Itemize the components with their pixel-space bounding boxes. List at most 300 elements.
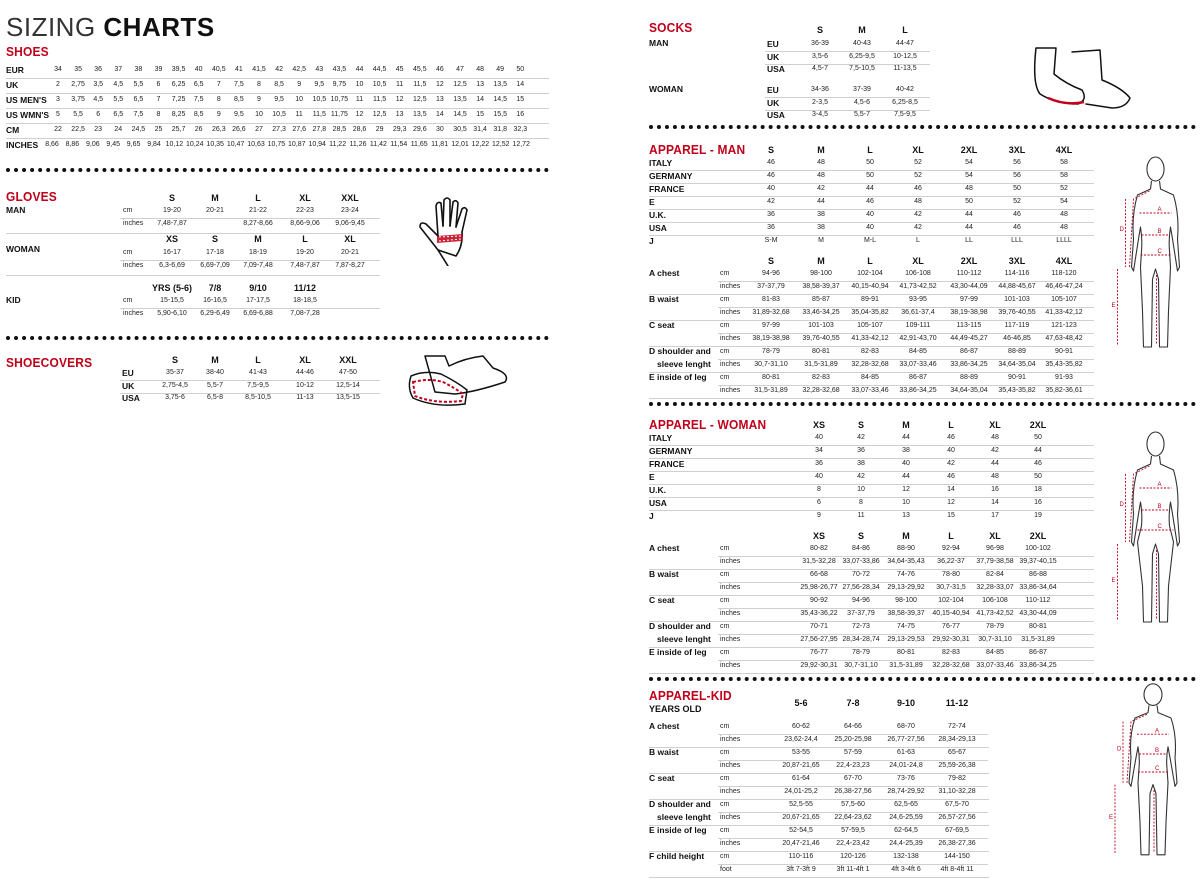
apparel-woman-cell: 15 (947, 512, 955, 519)
shoes-cell: 14,5 (453, 111, 467, 118)
gloves-size-header: XL (299, 193, 311, 203)
shoes-row-label: US MEN'S (6, 95, 47, 105)
shoes-row-label: CM (6, 125, 20, 135)
row-separator (649, 647, 1094, 648)
apparel-woman-measure-label: D shoulder and (649, 621, 711, 631)
socks-row-label: UK (767, 97, 780, 108)
apparel-woman-cell-cm: 74-76 (897, 571, 915, 578)
apparel-woman-unit-inches: inches (720, 610, 741, 617)
shoes-cell: 47 (456, 66, 464, 73)
apparel-woman-size-header: XL (989, 531, 1001, 541)
gloves-unit-inches: inches (123, 220, 144, 227)
apparel-man-cell: LLLL (1056, 237, 1072, 244)
shoes-cell: 41 (234, 66, 243, 73)
apparel-kid-cell-inches: 24,6-25,59 (889, 814, 923, 821)
apparel-woman-cell-inches: 30,7-31,10 (844, 662, 878, 669)
row-separator (718, 634, 1094, 635)
apparel-kid-cell-cm: 57-59 (844, 749, 862, 756)
apparel-man-country-label: FRANCE (649, 184, 685, 194)
shoecovers-cell: 7,5-9,5 (247, 381, 269, 389)
apparel-kid-cell-inches: 4ft 3-4ft 6 (891, 866, 921, 873)
gloves-unit-cm: cm (123, 249, 133, 256)
apparel-kid-cell-inches: 22,4-23,42 (836, 840, 870, 847)
apparel-man-cell: 42 (914, 211, 922, 218)
shoes-cell: 6,5 (133, 96, 144, 103)
apparel-man-size-header: 2XL (960, 145, 978, 155)
shoes-cell: 14,5 (493, 96, 507, 103)
apparel-man-cell-inches: 30,7-31,10 (754, 361, 788, 368)
apparel-man-cell: 40 (866, 224, 874, 231)
row-separator (6, 93, 549, 94)
shoes-cell: 10,5 (312, 96, 327, 103)
gloves-size-header: M (211, 193, 219, 203)
apparel-man-cell: LLL (1011, 237, 1023, 244)
shoes-cell: 9,65 (126, 141, 141, 148)
row-separator (718, 786, 988, 787)
shoes-cell: 14 (476, 96, 484, 103)
apparel-woman-unit-inches: inches (720, 558, 741, 565)
shoes-cell: 26,3 (211, 126, 226, 133)
apparel-man-cell: 54 (965, 172, 973, 179)
apparel-man-size-header: L (867, 145, 873, 155)
shoes-cell: 10,12 (165, 141, 184, 148)
apparel-woman-country-label: FRANCE (649, 459, 685, 469)
apparel-woman-cell: 38 (857, 460, 865, 467)
apparel-woman-cell: 18 (1034, 486, 1042, 493)
apparel-man-unit-inches: inches (720, 309, 741, 316)
apparel-man-cell: L (916, 237, 920, 244)
apparel-woman-cell-inches: 25,98-26,77 (800, 584, 838, 591)
apparel-man-cell: 42 (817, 185, 825, 192)
apparel-man-cell-inches: 38,58-39,37 (802, 283, 840, 290)
apparel-man-cell-inches: 32,28-32,68 (851, 361, 889, 368)
apparel-man-country-label: GERMANY (649, 171, 693, 181)
gloves-unit-cm: cm (123, 207, 133, 214)
apparel-kid-cell-cm: 64-66 (844, 723, 862, 730)
apparel-kid-measure-label: F child height (649, 851, 705, 861)
apparel-woman-country-label: J (649, 511, 654, 521)
apparel-man-cell: M (818, 237, 824, 244)
shoecovers-cell: 41-43 (249, 369, 267, 376)
apparel-kid-cell-cm: 62-64,5 (894, 827, 918, 834)
apparel-man-cell-inches: 35,43-35,82 (998, 387, 1036, 394)
shoes-cell: 11,54 (390, 141, 408, 148)
apparel-woman-unit-cm: cm (720, 545, 730, 552)
apparel-woman-cell-cm: 86-88 (1029, 571, 1047, 578)
apparel-man-cell: 42 (767, 198, 775, 205)
shoes-title: SHOES (6, 44, 49, 59)
apparel-kid-unit-cm: cm (720, 827, 730, 834)
apparel-woman-cell-cm: 80-82 (810, 545, 828, 552)
shoes-cell: 12 (395, 96, 404, 103)
apparel-woman-cell-inches: 29,13-29,92 (887, 584, 925, 591)
socks-cell: 3,5-6 (812, 52, 828, 60)
shoes-cell: 11,26 (349, 141, 367, 148)
apparel-man-cell: 50 (1013, 185, 1021, 192)
apparel-kid-unit-cm: cm (720, 749, 730, 756)
apparel-man-cell-inches: 34,64-35,04 (998, 361, 1036, 368)
apparel-woman-cell: 36 (815, 460, 823, 467)
socks-cell: 10-12,5 (893, 52, 917, 60)
apparel-woman-cell-cm: 84-85 (986, 649, 1004, 656)
gloves-cell-inches: 7,48-7,87 (290, 262, 320, 269)
gloves-size-header: YRS (5-6) (151, 283, 192, 293)
socks-cell: 4,5-6 (854, 98, 870, 106)
apparel-woman-cell: 40 (902, 460, 910, 467)
shoes-cell: 12 (355, 111, 364, 118)
apparel-kid-size-header: 7-8 (846, 698, 860, 708)
gloves-cell-inches: 5,90-6,10 (157, 310, 187, 317)
apparel-woman-cell: 50 (1034, 434, 1042, 441)
shoes-cell: 3 (56, 96, 60, 103)
shoes-cell: 42 (275, 66, 283, 73)
apparel-kid-measure-label: B waist (649, 747, 679, 757)
apparel-man-cell-inches: 46-46,85 (1003, 335, 1031, 342)
apparel-woman-cell: 12 (947, 499, 955, 506)
apparel-kid-unit-cm: cm (720, 723, 730, 730)
row-separator (6, 275, 380, 276)
shoes-cell: 29 (375, 126, 384, 133)
apparel-woman-size-header: L (948, 420, 954, 430)
shoes-cell: 29,3 (392, 126, 407, 133)
shoes-cell: 12,22 (471, 141, 490, 148)
apparel-man-cell-cm: 80-81 (812, 348, 830, 355)
shoes-cell: 15,5 (493, 111, 507, 118)
apparel-woman-cell-inches: 43,30-44,09 (1019, 610, 1057, 617)
apparel-man-cell-inches: 46,46-47,24 (1045, 283, 1083, 290)
apparel-kid-cell-cm: 68-70 (897, 723, 915, 730)
apparel-woman-cell: 10 (902, 499, 910, 506)
row-separator (649, 235, 1094, 236)
apparel-man-unit-cm: cm (720, 296, 730, 303)
apparel-man-cell-cm: 94-96 (762, 270, 780, 277)
apparel-woman-cell-cm: 82-83 (942, 649, 960, 656)
apparel-man-country-label: J (649, 236, 654, 246)
row-separator (120, 260, 380, 261)
apparel-man-unit-inches: inches (720, 283, 741, 290)
apparel-woman-cell: 8 (859, 499, 863, 506)
apparel-woman-cell: 16 (1034, 499, 1042, 506)
apparel-man-cell-cm: 85-87 (812, 296, 830, 303)
gloves-size-header: S (211, 234, 218, 244)
shoes-cell: 12,5 (453, 81, 467, 88)
apparel-man-unit-inches: inches (720, 361, 741, 368)
row-separator (120, 218, 380, 219)
page-title (6, 14, 215, 40)
apparel-woman-unit-cm: cm (720, 623, 730, 630)
apparel-woman-cell-inches: 34,64-35,43 (887, 558, 925, 565)
socks-group-label: MAN (649, 38, 669, 48)
apparel-man-size-header: 3XL (1008, 256, 1026, 266)
socks-cell: 7,5-9,5 (894, 111, 916, 118)
shoes-cell: 8,5 (274, 81, 284, 88)
socks-row-label: EU (767, 39, 779, 49)
apparel-kid-subtitle: YEARS OLD (649, 704, 702, 714)
figure-label-d: D (1119, 227, 1124, 233)
apparel-man-cell-inches: 39,76-40,55 (998, 309, 1036, 316)
apparel-kid-measure-label: A chest (649, 721, 680, 731)
apparel-kid-cell-inches: 25,20-25,98 (834, 736, 872, 743)
row-separator (718, 608, 1094, 609)
row-separator (718, 838, 988, 839)
shoes-cell: 26,6 (232, 126, 246, 133)
apparel-kid-cell-cm: 65-67 (948, 749, 966, 756)
apparel-woman-cell: 46 (947, 473, 955, 480)
apparel-man-cell-cm: 82-83 (861, 348, 879, 355)
row-separator (649, 209, 1094, 210)
apparel-kid-cell-cm: 73-76 (897, 775, 915, 782)
row-separator (649, 569, 1094, 570)
shoes-cell: 48 (476, 66, 484, 73)
gloves-size-header: 9/10 (249, 283, 267, 293)
apparel-man-cell-cm: 90-91 (1008, 374, 1026, 381)
apparel-woman-size-header: L (948, 531, 954, 541)
shoes-cell: 34 (54, 66, 62, 73)
divider (6, 336, 549, 340)
apparel-man-cell-cm: 90-91 (1055, 348, 1073, 355)
row-separator (649, 294, 1094, 295)
apparel-man-cell: 44 (965, 211, 973, 218)
apparel-woman-cell: 42 (947, 460, 955, 467)
apparel-woman-cell-cm: 78-79 (852, 649, 870, 656)
apparel-man-cell: 44 (817, 198, 825, 205)
row-separator (649, 673, 1094, 674)
row-separator (649, 398, 1094, 399)
title-bold: CHARTS (103, 12, 215, 42)
gloves-title: GLOVES (6, 189, 57, 204)
apparel-woman-title: APPAREL - WOMAN (649, 417, 767, 432)
apparel-kid-cell-cm: 67,5-70 (945, 801, 969, 808)
apparel-man-cell-inches: 33,86-34,25 (950, 361, 988, 368)
shoes-cell: 25 (154, 126, 163, 133)
apparel-man-cell-inches: 44,49-45,27 (950, 335, 988, 342)
apparel-man-country-label: ITALY (649, 158, 673, 168)
shoes-cell: 15 (476, 111, 484, 118)
gloves-cell-cm: 18-18,5 (293, 297, 317, 304)
apparel-man-cell-inches: 40,15-40,94 (851, 283, 889, 290)
socks-size-header: M (858, 25, 866, 35)
apparel-man-cell: 58 (1060, 172, 1068, 179)
apparel-woman-cell-inches: 41,73-42,52 (976, 610, 1014, 617)
apparel-man-cell-cm: 97-99 (960, 296, 978, 303)
shoes-row-label: US WMN'S (6, 110, 50, 120)
apparel-woman-cell-cm: 84-86 (852, 545, 870, 552)
apparel-woman-cell-cm: 92-94 (942, 545, 960, 552)
row-separator (718, 760, 988, 761)
apparel-woman-cell-cm: 86-87 (1029, 649, 1047, 656)
apparel-kid-cell-cm: 144-150 (944, 853, 970, 860)
apparel-man-cell: 52 (1060, 185, 1068, 192)
row-separator (649, 471, 1094, 472)
apparel-woman-size-header: M (902, 420, 910, 430)
shoes-cell: 9,06 (85, 141, 100, 148)
apparel-woman-cell: 48 (991, 434, 999, 441)
apparel-woman-cell-cm: 88-90 (897, 545, 915, 552)
apparel-kid-cell-cm: 57-59,5 (841, 827, 865, 834)
apparel-man-measure-label: C seat (649, 320, 675, 330)
apparel-woman-cell-cm: 90-92 (810, 597, 828, 604)
apparel-kid-cell-cm: 110-116 (788, 853, 814, 860)
apparel-man-cell: 44 (866, 185, 874, 192)
gloves-cell-cm: 20-21 (206, 207, 224, 214)
row-separator (6, 123, 549, 124)
apparel-man-cell-inches: 39,76-40,55 (802, 335, 840, 342)
shoes-cell: 22,5 (71, 126, 85, 133)
shoes-cell: 10,94 (308, 141, 326, 148)
shoes-cell: 3,5 (93, 81, 104, 88)
apparel-man-cell: 46 (767, 172, 775, 179)
shoecover-icon (405, 352, 515, 410)
apparel-woman-cell-inches: 29,13-29,53 (887, 636, 925, 643)
row-separator (120, 308, 380, 309)
apparel-woman-cell: 46 (947, 434, 955, 441)
shoes-cell: 16 (516, 111, 525, 118)
shoes-cell: 31,8 (493, 126, 507, 133)
apparel-man-cell: 46 (1013, 211, 1021, 218)
apparel-woman-cell-inches: 30,7-31,10 (978, 636, 1012, 643)
apparel-man-cell: 36 (767, 211, 775, 218)
socks-cell: 44-47 (896, 40, 914, 47)
shoes-cell: 42,5 (292, 66, 306, 73)
divider (649, 402, 1196, 406)
shoes-cell: 22 (54, 126, 62, 133)
apparel-woman-cell: 48 (991, 473, 999, 480)
apparel-woman-country-label: GERMANY (649, 446, 693, 456)
shoes-cell: 8 (257, 81, 261, 88)
row-separator (6, 138, 549, 139)
apparel-man-cell-inches: 34,64-35,04 (950, 387, 988, 394)
shoes-row-label: UK (6, 80, 19, 90)
apparel-man-cell: 52 (914, 172, 922, 179)
apparel-woman-cell: 44 (902, 434, 910, 441)
row-separator (718, 307, 1094, 308)
apparel-woman-cell-cm: 72-73 (852, 623, 870, 630)
apparel-man-cell: 54 (1060, 198, 1068, 205)
shoes-cell: 13,5 (412, 111, 427, 118)
apparel-woman-cell-inches: 33,86-34,25 (1019, 662, 1057, 669)
apparel-woman-cell-inches: 38,58-39,37 (887, 610, 925, 617)
apparel-man-cell: 56 (1013, 172, 1021, 179)
apparel-woman-cell: 19 (1034, 512, 1042, 519)
shoes-cell: 13 (395, 111, 404, 118)
apparel-man-cell-cm: 84-85 (909, 348, 927, 355)
gloves-size-header: S (168, 193, 175, 203)
apparel-woman-cell-cm: 80-81 (897, 649, 915, 656)
apparel-kid-cell-inches: 26,38-27,56 (834, 788, 872, 795)
apparel-woman-cell-cm: 76-77 (810, 649, 828, 656)
apparel-woman-size-header: 2XL (1029, 420, 1047, 430)
apparel-woman-cell-inches: 27,56-28,34 (842, 584, 880, 591)
apparel-woman-cell: 42 (857, 434, 865, 441)
shoecovers-cell: 10-12 (296, 381, 314, 389)
apparel-man-cell: 46 (914, 185, 922, 192)
shoes-cell: 7 (216, 81, 221, 88)
row-separator (718, 556, 1094, 557)
shoes-cell: 11,5 (312, 111, 326, 118)
title-thin: SIZING (6, 12, 96, 42)
shoes-cell: 45,5 (412, 66, 427, 73)
row-separator (718, 734, 988, 735)
shoecovers-row-label: UK (122, 380, 135, 391)
shoes-cell: 9,5 (314, 81, 325, 88)
apparel-man-cell: 58 (1060, 159, 1068, 166)
socks-cell: 4,5-7 (812, 65, 828, 72)
sock-icon (1026, 44, 1136, 118)
gloves-unit-inches: inches (123, 262, 144, 269)
gloves-cell-inches: 7,87-8,27 (335, 262, 365, 269)
gloves-cell-cm: 18-19 (249, 249, 267, 256)
figure-label-c: C (1157, 524, 1162, 530)
apparel-kid-cell-inches: 23,62-24,4 (784, 736, 818, 743)
apparel-man-cell-cm: 105-107 (857, 322, 883, 329)
apparel-woman-measure-label: sleeve lenght (657, 634, 711, 644)
apparel-man-cell: S-M (764, 237, 778, 244)
apparel-woman-cell-cm: 80-81 (1029, 623, 1047, 630)
apparel-kid-cell-inches: 28,34-29,13 (938, 736, 976, 743)
apparel-woman-unit-inches: inches (720, 636, 741, 643)
figure-label-c: C (1157, 249, 1162, 255)
socks-title: SOCKS (649, 20, 693, 35)
apparel-man-measure-label: A chest (649, 268, 680, 278)
socks-row-label: EU (767, 85, 779, 95)
apparel-man-cell-inches: 35,43-35,82 (1045, 361, 1083, 368)
apparel-man-cell: 48 (817, 159, 825, 166)
shoes-cell: 6 (96, 111, 101, 118)
apparel-woman-measure-label: A chest (649, 543, 680, 553)
shoes-cell: 12,52 (492, 141, 510, 148)
figure-label-a: A (1155, 728, 1160, 735)
shoes-cell: 5 (56, 111, 60, 118)
gloves-cell-inches: 6,69-6,88 (243, 310, 273, 317)
shoes-cell: 8 (216, 96, 221, 103)
apparel-woman-cell-cm: 94-96 (852, 597, 870, 604)
shoes-cell: 40,5 (211, 66, 226, 73)
apparel-woman-cell-cm: 110-112 (1025, 597, 1051, 604)
apparel-man-cell-inches: 42,91-43,70 (899, 335, 937, 342)
apparel-man-cell-cm: 106-108 (905, 270, 931, 277)
shoecovers-cell: 6,5-8 (207, 394, 223, 401)
apparel-woman-cell-inches: 33,07-33,46 (976, 662, 1014, 669)
apparel-woman-country-label: E (649, 472, 655, 482)
apparel-man-cell: 54 (965, 159, 973, 166)
apparel-kid-title: APPAREL-KID (649, 688, 732, 703)
figure-label-e: E (1111, 578, 1116, 584)
shoes-cell: 15 (516, 96, 525, 103)
apparel-man-cell-cm: 102-104 (857, 270, 883, 277)
shoes-cell: 7,5 (234, 81, 244, 88)
woman-body-figure-icon (1100, 430, 1195, 630)
row-separator (649, 222, 1094, 223)
shoecovers-size-header: M (211, 355, 219, 365)
apparel-woman-cell-inches: 37,79-38,58 (976, 558, 1014, 565)
shoes-cell: 27,6 (292, 126, 306, 133)
apparel-woman-cell: 38 (902, 447, 910, 454)
apparel-kid-cell-inches: 4ft 8-4ft 11 (940, 866, 974, 873)
shoes-cell: 12,5 (412, 96, 427, 103)
shoecovers-row-label: EU (122, 368, 134, 378)
shoes-cell: 24 (114, 126, 123, 133)
shoes-cell: 9 (257, 96, 261, 103)
kid-body-figure-icon (1095, 682, 1195, 862)
socks-group-label: WOMAN (649, 84, 683, 94)
apparel-woman-cell-cm: 82-84 (986, 571, 1004, 578)
shoes-cell: 39,5 (171, 66, 186, 73)
apparel-man-cell: 36 (767, 224, 775, 231)
apparel-man-cell-cm: 110-112 (956, 270, 982, 277)
row-separator (718, 582, 1094, 583)
shoes-cell: 9,45 (106, 141, 120, 148)
apparel-man-cell-cm: 88-89 (960, 374, 978, 381)
